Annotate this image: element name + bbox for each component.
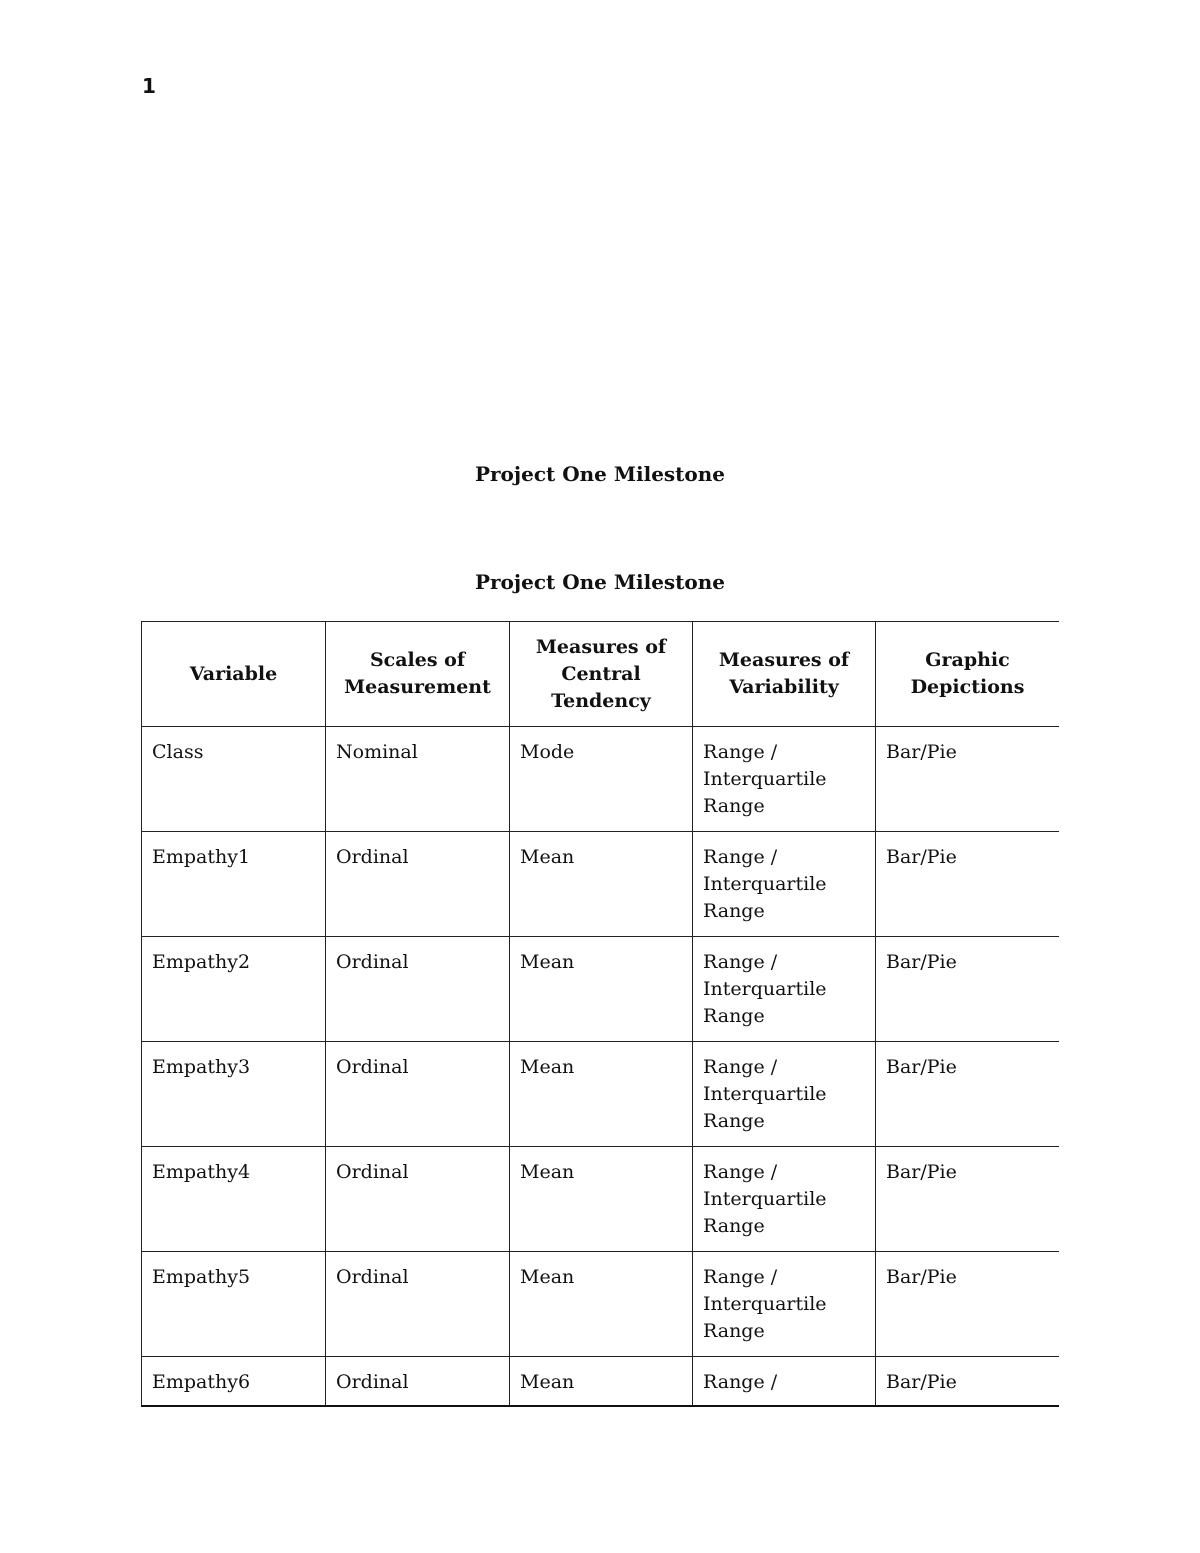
cell-graphic: Bar/Pie	[876, 832, 1060, 937]
cell-variable: Empathy2	[142, 937, 326, 1042]
cell-graphic: Bar/Pie	[876, 1252, 1060, 1357]
header-variable: Variable	[142, 622, 326, 727]
page-number: 1	[142, 74, 156, 98]
cell-variability: Range / Interquartile Range	[693, 832, 876, 937]
cell-graphic: Bar/Pie	[876, 1147, 1060, 1252]
cell-graphic: Bar/Pie	[876, 727, 1060, 832]
measurement-table	[141, 621, 1059, 1407]
cell-scale: Ordinal	[326, 1252, 510, 1357]
table-row	[142, 937, 1060, 1042]
header-graphic: Graphic Depictions	[876, 622, 1060, 727]
table-row	[142, 1042, 1060, 1147]
table-header-row	[142, 622, 1060, 727]
cell-variable: Empathy5	[142, 1252, 326, 1357]
cell-central: Mean	[510, 937, 693, 1042]
cell-scale: Ordinal	[326, 1357, 510, 1408]
header-central-tendency: Measures of Central Tendency	[510, 622, 693, 727]
cover-title: Project One Milestone	[474, 462, 726, 486]
cell-variability: Range / Interquartile Range	[693, 1042, 876, 1147]
cell-variable: Empathy1	[142, 832, 326, 937]
table-row	[142, 1357, 1060, 1408]
cell-central: Mean	[510, 1042, 693, 1147]
cell-variability: Range / Interquartile Range	[693, 727, 876, 832]
cell-variable: Empathy4	[142, 1147, 326, 1252]
table-row	[142, 832, 1060, 937]
table-row	[142, 727, 1060, 832]
cell-graphic: Bar/Pie	[876, 937, 1060, 1042]
cell-scale: Ordinal	[326, 832, 510, 937]
measurement-table-container	[141, 621, 1059, 1407]
cell-central: Mean	[510, 1252, 693, 1357]
cell-variable: Empathy6	[142, 1357, 326, 1408]
table-row	[142, 1147, 1060, 1252]
cell-variability: Range / Interquartile Range	[693, 1252, 876, 1357]
cell-variability: Range /	[693, 1357, 876, 1408]
table-row	[142, 1252, 1060, 1357]
cell-scale: Ordinal	[326, 1147, 510, 1252]
cell-central: Mode	[510, 727, 693, 832]
section-title: Project One Milestone	[474, 570, 726, 594]
cell-central: Mean	[510, 1147, 693, 1252]
cell-variable: Empathy3	[142, 1042, 326, 1147]
cell-graphic: Bar/Pie	[876, 1042, 1060, 1147]
header-variability: Measures of Variability	[693, 622, 876, 727]
cell-scale: Nominal	[326, 727, 510, 832]
cell-central: Mean	[510, 832, 693, 937]
cell-variability: Range / Interquartile Range	[693, 937, 876, 1042]
cell-graphic: Bar/Pie	[876, 1357, 1060, 1408]
cell-variable: Class	[142, 727, 326, 832]
header-scales: Scales of Measurement	[326, 622, 510, 727]
cell-scale: Ordinal	[326, 937, 510, 1042]
cell-variability: Range / Interquartile Range	[693, 1147, 876, 1252]
cell-scale: Ordinal	[326, 1042, 510, 1147]
cell-central: Mean	[510, 1357, 693, 1408]
